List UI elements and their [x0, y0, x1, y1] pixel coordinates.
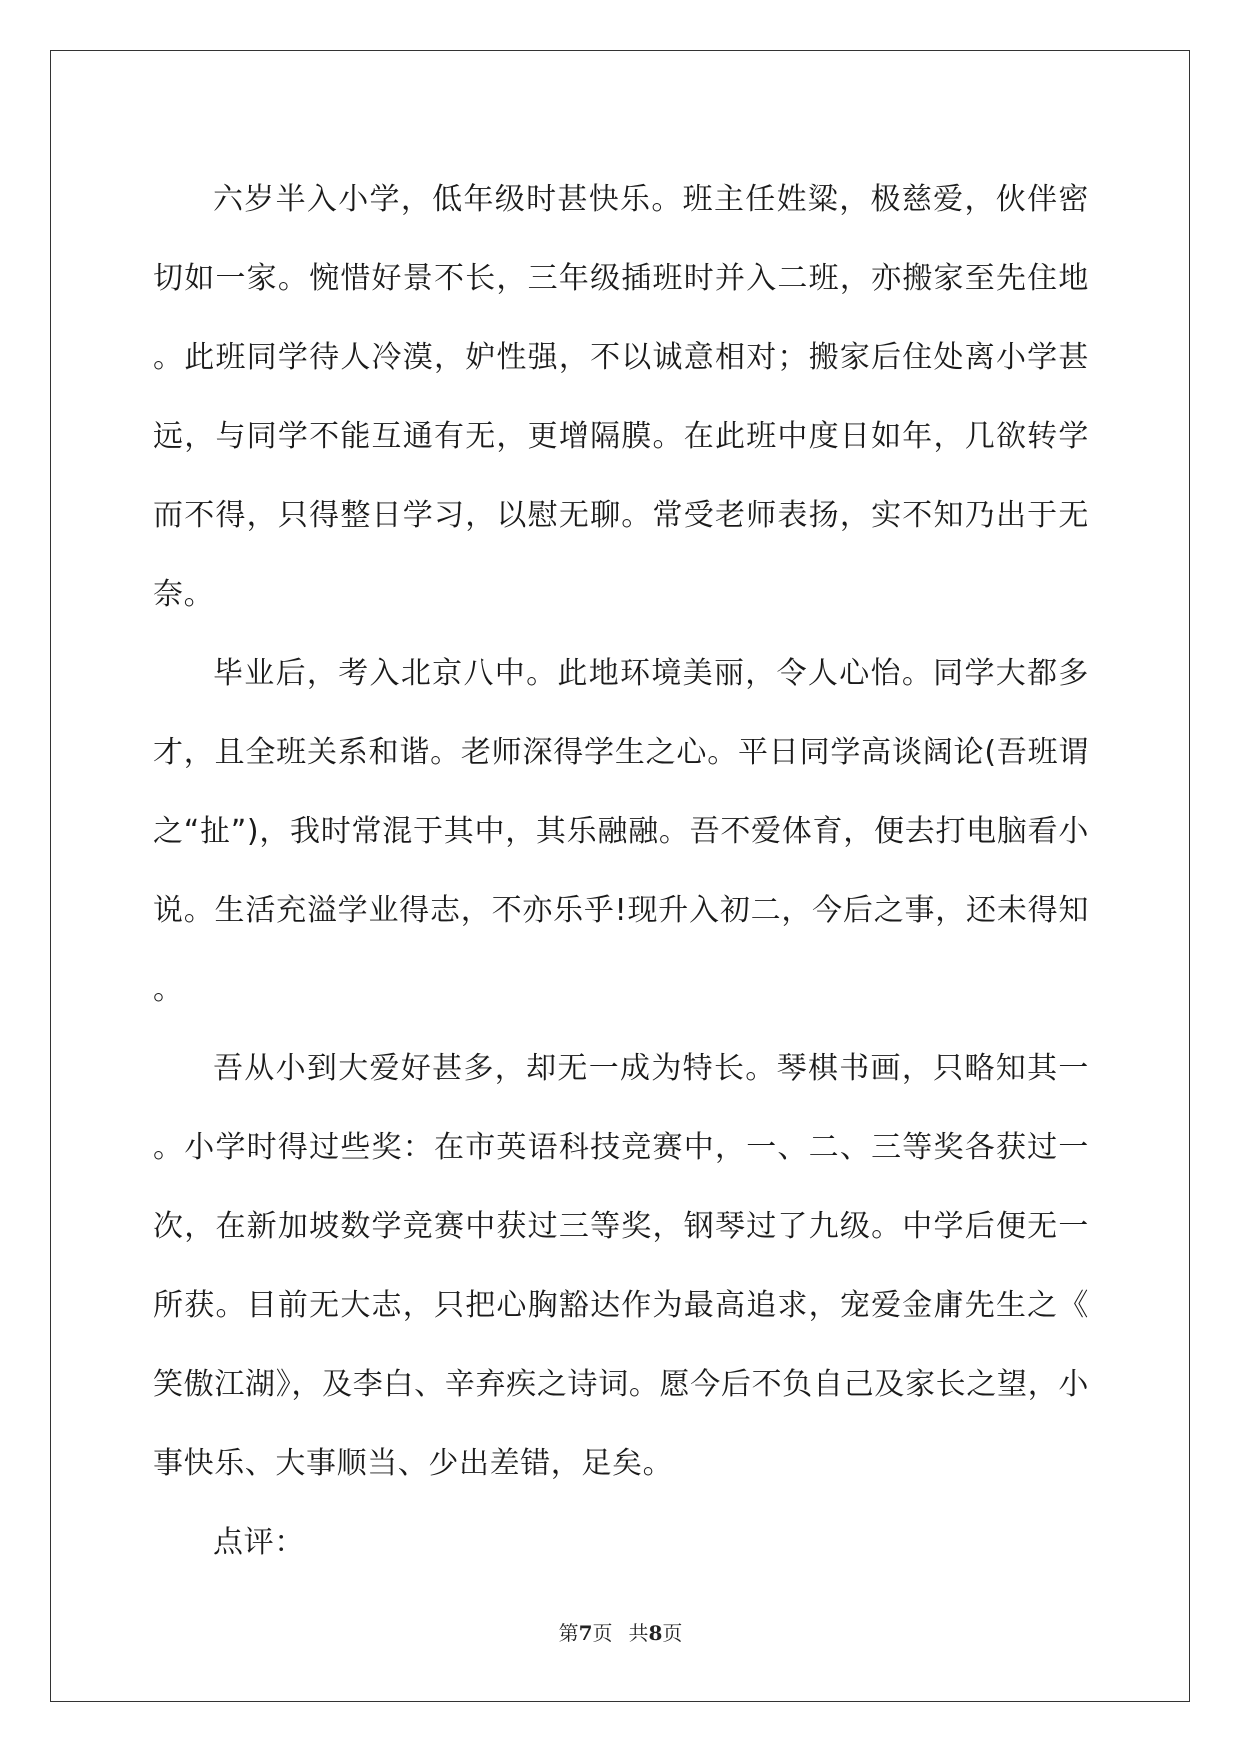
paragraph-2: 毕业后，考入北京八中。此地环境美丽，令人心怡。同学大都多才，且全班关系和谐。老师深得学生之心。平日同学高谈阔论(吾班谓之“扯”)，我时常混于其中，其乐融融。吾不爱体育，便去打电脑看小说。生活充溢学业得志，不亦乐乎!现升入初二，今后之事，还未得知。 — [153, 656, 1089, 1007]
page-number: 7 — [578, 1621, 593, 1645]
paragraph-1: 六岁半入小学，低年级时甚快乐。班主任姓粱，极慈爱，伙伴密切如一家。惋惜好景不长，三年级插班时并入二班，亦搬家至先住地。此班同学待人冷漠，妒性强，不以诚意相对；搬家后住处离小学甚远，与同学不能互通有无，更增隔膜。在此班中度日如年，几欲转学而不得，只得整日学习，以慰无聊。常受老师表扬，实不知乃出于无奈。 — [153, 182, 1089, 612]
page-suffix: 页 — [592, 1621, 613, 1645]
paragraph-3: 吾从小到大爱好甚多，却无一成为特长。琴棋书画，只略知其一。小学时得过些奖：在市英语科技竞赛中，一、二、三等奖各获过一次，在新加坡数学竞赛中获过三等奖，钢琴过了九级。中学后便无一所获。目前无大志，只把心胸豁达作为最高追求，宠爱金庸先生之《笑傲江湖》，及李白、辛弃疾之诗词。愿今后不负自己及家长之望，小事快乐、大事顺当、少出差错，足矣。 — [153, 1051, 1089, 1481]
page-prefix: 第 — [558, 1621, 579, 1645]
total-pages: 8 — [648, 1621, 663, 1645]
page-footer — [0, 1617, 1241, 1646]
total-suffix: 页 — [662, 1621, 683, 1645]
paragraph-comment-heading: 点评： — [213, 1525, 305, 1560]
document-body — [153, 160, 1089, 1582]
total-prefix: 共 — [628, 1621, 649, 1645]
